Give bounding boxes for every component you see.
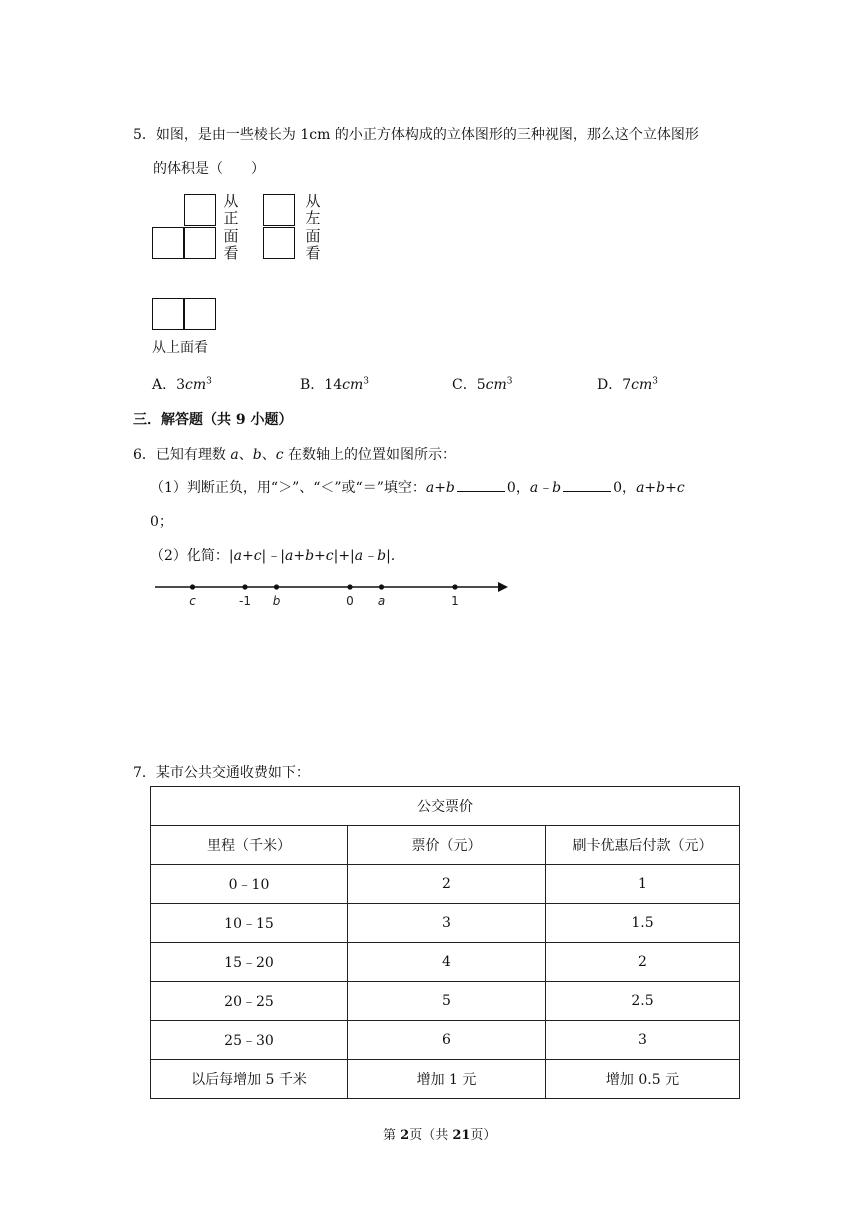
q6-part1-tail: 0； <box>150 514 173 530</box>
table-row <box>151 865 740 904</box>
top-view-square <box>184 298 216 330</box>
page-footer: 第 2页（共 21页） <box>383 1128 497 1143</box>
table-header-row <box>151 826 740 865</box>
front-view-square <box>184 227 216 259</box>
table-cell: 15﹣20 <box>151 943 348 982</box>
front-view-label-3: 面 <box>223 227 239 245</box>
option-c: C．$5cm^3$ <box>452 376 513 393</box>
front-view-label-4: 看 <box>223 244 239 262</box>
number-line-point <box>190 584 195 589</box>
q6-part1: （1）判断正负，用“＞”、“＜”或“＝”填空：a+b 0，a﹣b 0，a+b+c <box>150 480 685 496</box>
table-cell: 2 <box>546 943 740 982</box>
table-cell: 4 <box>348 943 546 982</box>
table-cell: 2.5 <box>546 982 740 1021</box>
front-view-label-1: 从 <box>223 192 239 210</box>
table-cell: 2 <box>348 865 546 904</box>
left-view-label-2: 左 <box>305 209 321 227</box>
number-line <box>150 576 520 612</box>
table-cell: 增加 0.5 元 <box>546 1060 740 1099</box>
table-header: 刷卡优惠后付款（元） <box>546 826 740 865</box>
table-header: 票价（元） <box>348 826 546 865</box>
table-cell: 25﹣30 <box>151 1021 348 1060</box>
table-cell: 10﹣15 <box>151 904 348 943</box>
left-view-label-1: 从 <box>305 192 321 210</box>
number-line-label: b <box>272 594 281 608</box>
table-cell: 0﹣10 <box>151 865 348 904</box>
q6-part2: （2）化简：|a+c|﹣|a+b+c|+|a﹣b|. <box>150 548 396 564</box>
table-row <box>151 904 740 943</box>
number-line-label: c <box>189 594 196 608</box>
table-row <box>151 943 740 982</box>
q5-line1: 5．如图，是由一些棱长为 1cm 的小正方体构成的立体图形的三种视图，那么这个立体图形 <box>133 127 699 143</box>
option-d: D．$7cm^3$ <box>597 376 659 393</box>
table-caption-row <box>151 787 740 826</box>
left-view-square <box>263 194 295 226</box>
front-view-square <box>184 194 216 226</box>
table-cell: 20﹣25 <box>151 982 348 1021</box>
number-line-point <box>452 584 457 589</box>
option-b: B．$14cm^3$ <box>300 376 369 393</box>
section-title: 三．解答题（共 9 小题） <box>133 412 293 428</box>
q5-line2: 的体积是（ ） <box>153 161 265 177</box>
table-cell: 3 <box>546 1021 740 1060</box>
q6-intro: 6．已知有理数 a、b、c 在数轴上的位置如图所示： <box>133 447 456 463</box>
table-cell: 1.5 <box>546 904 740 943</box>
number-line-label: 0 <box>346 594 354 608</box>
number-line-label: -1 <box>239 594 251 608</box>
number-line-label: 1 <box>451 594 459 608</box>
number-line-point <box>347 584 352 589</box>
table-cell: 增加 1 元 <box>348 1060 546 1099</box>
left-view-label-4: 看 <box>305 244 321 262</box>
number-line-point <box>242 584 247 589</box>
answer-blank <box>457 479 505 492</box>
number-line-point <box>379 584 384 589</box>
left-view-square <box>263 227 295 259</box>
front-view-label-2: 正 <box>223 209 239 227</box>
table-row <box>151 982 740 1021</box>
left-view-label-3: 面 <box>305 227 321 245</box>
table-caption: 公交票价 <box>151 787 740 826</box>
table-header: 里程（千米） <box>151 826 348 865</box>
number-line-point <box>274 584 279 589</box>
q7-title: 7．某市公共交通收费如下： <box>133 765 310 781</box>
option-a: A．$3cm^3$ <box>152 376 212 393</box>
top-view-label: 从上面看 <box>152 340 208 356</box>
fare-table <box>150 786 740 1099</box>
table-cell: 3 <box>348 904 546 943</box>
table-cell: 以后每增加 5 千米 <box>151 1060 348 1099</box>
number-line-label: a <box>377 594 386 608</box>
table-cell: 6 <box>348 1021 546 1060</box>
table-row <box>151 1060 740 1099</box>
table-row <box>151 1021 740 1060</box>
number-line-arrow <box>498 582 508 592</box>
table-cell: 1 <box>546 865 740 904</box>
front-view-square <box>152 227 184 259</box>
table-cell: 5 <box>348 982 546 1021</box>
answer-blank <box>563 479 611 492</box>
top-view-square <box>152 298 184 330</box>
